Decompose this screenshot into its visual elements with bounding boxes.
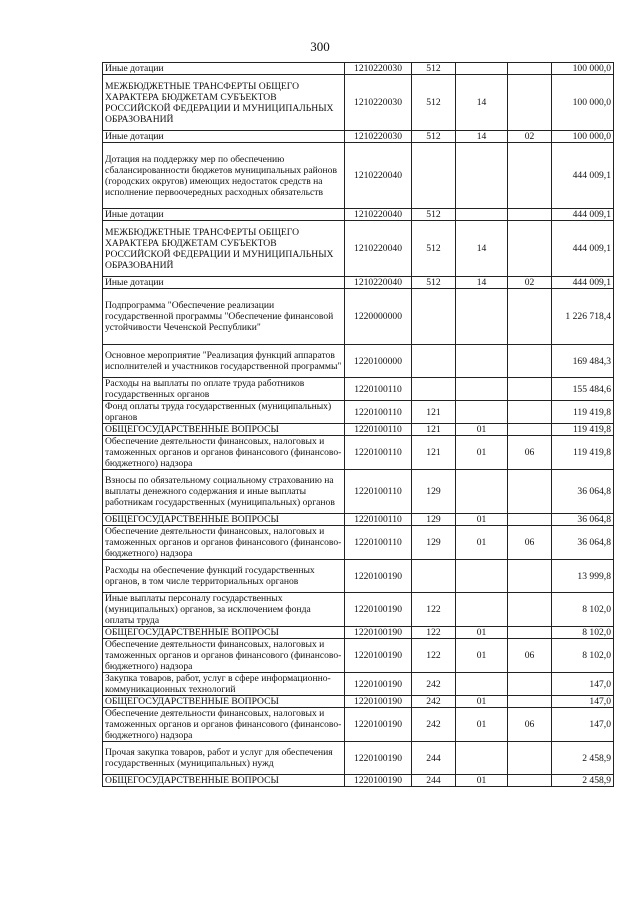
table-cell-subsection	[508, 470, 552, 514]
table-cell-amount: 36 064,8	[552, 526, 614, 560]
table-cell-section: 14	[456, 277, 508, 289]
table-cell-name: ОБЩЕГОСУДАРСТВЕННЫЕ ВОПРОСЫ	[103, 696, 345, 708]
table-cell-section	[456, 209, 508, 221]
table-cell-code: 1220100190	[345, 742, 412, 775]
table-cell-code: 1220100190	[345, 639, 412, 673]
table-row	[103, 345, 614, 378]
table-cell-name: Иные выплаты персоналу государственных (муниципальных) органов, за исключением фонда оплаты труда	[103, 593, 345, 627]
table-cell-amount: 13 999,8	[552, 560, 614, 593]
table-row	[103, 775, 614, 787]
table-cell-expense-type: 121	[412, 424, 456, 436]
page-number: 300	[310, 39, 330, 54]
table-row	[103, 526, 614, 560]
table-cell-section	[456, 63, 508, 75]
table-cell-section: 01	[456, 424, 508, 436]
table-cell-name: Фонд оплаты труда государственных (муниципальных) органов	[103, 401, 345, 424]
table-cell-amount: 444 009,1	[552, 143, 614, 209]
table-cell-name: Обеспечение деятельности финансовых, налоговых и таможенных органов и органов финансового (финансово-бюджетного) надзора	[103, 708, 345, 742]
table-cell-amount: 147,0	[552, 708, 614, 742]
table-cell-subsection	[508, 345, 552, 378]
table-cell-subsection: 06	[508, 639, 552, 673]
table-row	[103, 277, 614, 289]
table-cell-amount: 119 419,8	[552, 436, 614, 470]
table-cell-section	[456, 593, 508, 627]
table-cell-section: 01	[456, 514, 508, 526]
table-cell-amount: 2 458,9	[552, 742, 614, 775]
table-cell-amount: 100 000,0	[552, 63, 614, 75]
table-cell-name: ОБЩЕГОСУДАРСТВЕННЫЕ ВОПРОСЫ	[103, 424, 345, 436]
table-cell-subsection	[508, 75, 552, 131]
table-cell-expense-type: 242	[412, 673, 456, 696]
table-cell-name: Иные дотации	[103, 131, 345, 143]
table-cell-section: 01	[456, 775, 508, 787]
table-cell-section: 01	[456, 639, 508, 673]
table-cell-code: 1220100190	[345, 696, 412, 708]
table-cell-section: 01	[456, 436, 508, 470]
table-cell-subsection	[508, 378, 552, 401]
table-cell-amount: 147,0	[552, 696, 614, 708]
table-cell-name: МЕЖБЮДЖЕТНЫЕ ТРАНСФЕРТЫ ОБЩЕГО ХАРАКТЕРА БЮДЖЕТАМ СУБЪЕКТОВ РОССИЙСКОЙ ФЕДЕРАЦИИ И МУНИЦИПАЛЬНЫХ ОБРАЗОВАНИЙ	[103, 221, 345, 277]
table-cell-name: Взносы по обязательному социальному страхованию на выплаты денежного содержания и иные выплаты работникам государственных (муниципальных) органов	[103, 470, 345, 514]
table-cell-code: 1220100000	[345, 345, 412, 378]
table-cell-code: 1220100190	[345, 593, 412, 627]
table-row	[103, 673, 614, 696]
table-cell-expense-type: 129	[412, 526, 456, 560]
table-cell-code: 1220100110	[345, 424, 412, 436]
table-cell-amount: 444 009,1	[552, 277, 614, 289]
table-cell-code: 1210220040	[345, 221, 412, 277]
table-cell-section: 01	[456, 627, 508, 639]
table-cell-expense-type: 512	[412, 75, 456, 131]
table-cell-section: 01	[456, 696, 508, 708]
table-cell-expense-type: 129	[412, 514, 456, 526]
table-cell-expense-type	[412, 378, 456, 401]
table-cell-amount: 8 102,0	[552, 627, 614, 639]
table-cell-section: 01	[456, 708, 508, 742]
table-row	[103, 696, 614, 708]
table-cell-section: 14	[456, 221, 508, 277]
table-cell-code: 1220100190	[345, 673, 412, 696]
table-cell-subsection: 06	[508, 708, 552, 742]
table-cell-code: 1210220040	[345, 277, 412, 289]
table-cell-expense-type: 512	[412, 63, 456, 75]
table-cell-subsection	[508, 209, 552, 221]
table-cell-code: 1210220040	[345, 143, 412, 209]
table-cell-amount: 100 000,0	[552, 75, 614, 131]
table-cell-code: 1220100110	[345, 401, 412, 424]
table-cell-amount: 36 064,8	[552, 470, 614, 514]
table-cell-name: Дотация на поддержку мер по обеспечению сбалансированности бюджетов муниципальных районов (городских округов) имеющих недостаток средств на исполнение первоочередных расходных обязательств	[103, 143, 345, 209]
table-cell-expense-type	[412, 143, 456, 209]
table-cell-name: Иные дотации	[103, 209, 345, 221]
table-cell-amount: 119 419,8	[552, 424, 614, 436]
table-row	[103, 436, 614, 470]
table-cell-name: МЕЖБЮДЖЕТНЫЕ ТРАНСФЕРТЫ ОБЩЕГО ХАРАКТЕРА БЮДЖЕТАМ СУБЪЕКТОВ РОССИЙСКОЙ ФЕДЕРАЦИИ И МУНИЦИПАЛЬНЫХ ОБРАЗОВАНИЙ	[103, 75, 345, 131]
table-cell-section	[456, 560, 508, 593]
table-cell-name: ОБЩЕГОСУДАРСТВЕННЫЕ ВОПРОСЫ	[103, 775, 345, 787]
table-cell-code: 1220100190	[345, 775, 412, 787]
table-cell-expense-type: 129	[412, 470, 456, 514]
table-row	[103, 63, 614, 75]
table-cell-subsection	[508, 593, 552, 627]
table-cell-expense-type: 242	[412, 708, 456, 742]
table-cell-subsection	[508, 673, 552, 696]
table-row	[103, 708, 614, 742]
table-cell-amount: 8 102,0	[552, 639, 614, 673]
table-cell-subsection	[508, 401, 552, 424]
table-cell-subsection: 02	[508, 131, 552, 143]
table-cell-expense-type: 512	[412, 131, 456, 143]
table-row	[103, 639, 614, 673]
table-cell-subsection: 02	[508, 277, 552, 289]
table-cell-amount: 1 226 718,4	[552, 289, 614, 345]
table-cell-amount: 169 484,3	[552, 345, 614, 378]
table-cell-amount: 155 484,6	[552, 378, 614, 401]
table-cell-expense-type: 122	[412, 627, 456, 639]
table-cell-name: Расходы на обеспечение функций государственных органов, в том числе территориальных органов	[103, 560, 345, 593]
table-cell-section	[456, 470, 508, 514]
table-cell-code: 1220100110	[345, 526, 412, 560]
table-cell-amount: 36 064,8	[552, 514, 614, 526]
table-row	[103, 209, 614, 221]
table-cell-code: 1220100190	[345, 708, 412, 742]
table-cell-code: 1220100110	[345, 378, 412, 401]
table-cell-expense-type: 512	[412, 277, 456, 289]
table-cell-expense-type: 122	[412, 593, 456, 627]
table-cell-code: 1220100190	[345, 560, 412, 593]
table-cell-name: Прочая закупка товаров, работ и услуг для обеспечения государственных (муниципальных) нужд	[103, 742, 345, 775]
table-cell-name: Иные дотации	[103, 277, 345, 289]
table-cell-name: Расходы на выплаты по оплате труда работников государственных органов	[103, 378, 345, 401]
table-cell-name: Обеспечение деятельности финансовых, налоговых и таможенных органов и органов финансового (финансово-бюджетного) надзора	[103, 526, 345, 560]
table-cell-subsection	[508, 221, 552, 277]
table-row	[103, 424, 614, 436]
table-cell-subsection	[508, 514, 552, 526]
table-cell-section: 01	[456, 526, 508, 560]
table-cell-amount: 119 419,8	[552, 401, 614, 424]
table-cell-section	[456, 673, 508, 696]
table-row	[103, 470, 614, 514]
table-cell-expense-type: 242	[412, 696, 456, 708]
table-cell-code: 1220100110	[345, 470, 412, 514]
table-row	[103, 401, 614, 424]
table-cell-section	[456, 742, 508, 775]
table-cell-expense-type	[412, 560, 456, 593]
table-cell-name: ОБЩЕГОСУДАРСТВЕННЫЕ ВОПРОСЫ	[103, 627, 345, 639]
table-cell-subsection	[508, 696, 552, 708]
budget-table-body	[103, 63, 614, 787]
table-cell-name: Иные дотации	[103, 63, 345, 75]
table-cell-section	[456, 401, 508, 424]
table-cell-amount: 2 458,9	[552, 775, 614, 787]
table-cell-code: 1210220030	[345, 63, 412, 75]
table-cell-expense-type	[412, 289, 456, 345]
table-cell-section	[456, 378, 508, 401]
table-cell-code: 1210220030	[345, 131, 412, 143]
table-cell-subsection	[508, 289, 552, 345]
table-cell-code: 1220000000	[345, 289, 412, 345]
table-cell-expense-type: 121	[412, 436, 456, 470]
table-row	[103, 378, 614, 401]
table-row	[103, 560, 614, 593]
table-cell-expense-type: 244	[412, 775, 456, 787]
table-row	[103, 143, 614, 209]
table-cell-expense-type: 512	[412, 221, 456, 277]
table-cell-code: 1220100190	[345, 627, 412, 639]
table-cell-section: 14	[456, 75, 508, 131]
table-cell-amount: 444 009,1	[552, 221, 614, 277]
table-cell-subsection	[508, 63, 552, 75]
table-row	[103, 289, 614, 345]
table-cell-name: Обеспечение деятельности финансовых, налоговых и таможенных органов и органов финансового (финансово-бюджетного) надзора	[103, 639, 345, 673]
table-cell-name: ОБЩЕГОСУДАРСТВЕННЫЕ ВОПРОСЫ	[103, 514, 345, 526]
table-cell-expense-type: 512	[412, 209, 456, 221]
table-row	[103, 593, 614, 627]
table-cell-name: Подпрограмма "Обеспечение реализации государственной программы "Обеспечение финансовой устойчивости Чеченской Республики"	[103, 289, 345, 345]
table-row	[103, 742, 614, 775]
table-cell-subsection	[508, 627, 552, 639]
table-cell-expense-type: 122	[412, 639, 456, 673]
table-cell-subsection	[508, 560, 552, 593]
table-cell-subsection	[508, 742, 552, 775]
table-cell-section: 14	[456, 131, 508, 143]
table-cell-code: 1210220040	[345, 209, 412, 221]
table-cell-section	[456, 345, 508, 378]
table-cell-subsection	[508, 775, 552, 787]
table-cell-code: 1220100110	[345, 436, 412, 470]
table-cell-expense-type: 244	[412, 742, 456, 775]
table-cell-code: 1220100110	[345, 514, 412, 526]
table-cell-subsection	[508, 143, 552, 209]
table-row	[103, 75, 614, 131]
table-row	[103, 131, 614, 143]
table-cell-amount: 100 000,0	[552, 131, 614, 143]
table-row	[103, 627, 614, 639]
table-row	[103, 514, 614, 526]
budget-table	[102, 62, 614, 787]
table-cell-name: Обеспечение деятельности финансовых, налоговых и таможенных органов и органов финансового (финансово-бюджетного) надзора	[103, 436, 345, 470]
table-cell-name: Основное мероприятие "Реализация функций аппаратов исполнителей и участников государственной программы"	[103, 345, 345, 378]
table-cell-subsection: 06	[508, 526, 552, 560]
table-cell-subsection	[508, 424, 552, 436]
table-cell-expense-type: 121	[412, 401, 456, 424]
table-row	[103, 221, 614, 277]
table-cell-amount: 8 102,0	[552, 593, 614, 627]
table-cell-subsection: 06	[508, 436, 552, 470]
table-cell-code: 1210220030	[345, 75, 412, 131]
table-cell-amount: 444 009,1	[552, 209, 614, 221]
table-cell-expense-type	[412, 345, 456, 378]
table-cell-section	[456, 143, 508, 209]
table-cell-name: Закупка товаров, работ, услуг в сфере информационно-коммуникационных технологий	[103, 673, 345, 696]
table-cell-amount: 147,0	[552, 673, 614, 696]
table-cell-section	[456, 289, 508, 345]
